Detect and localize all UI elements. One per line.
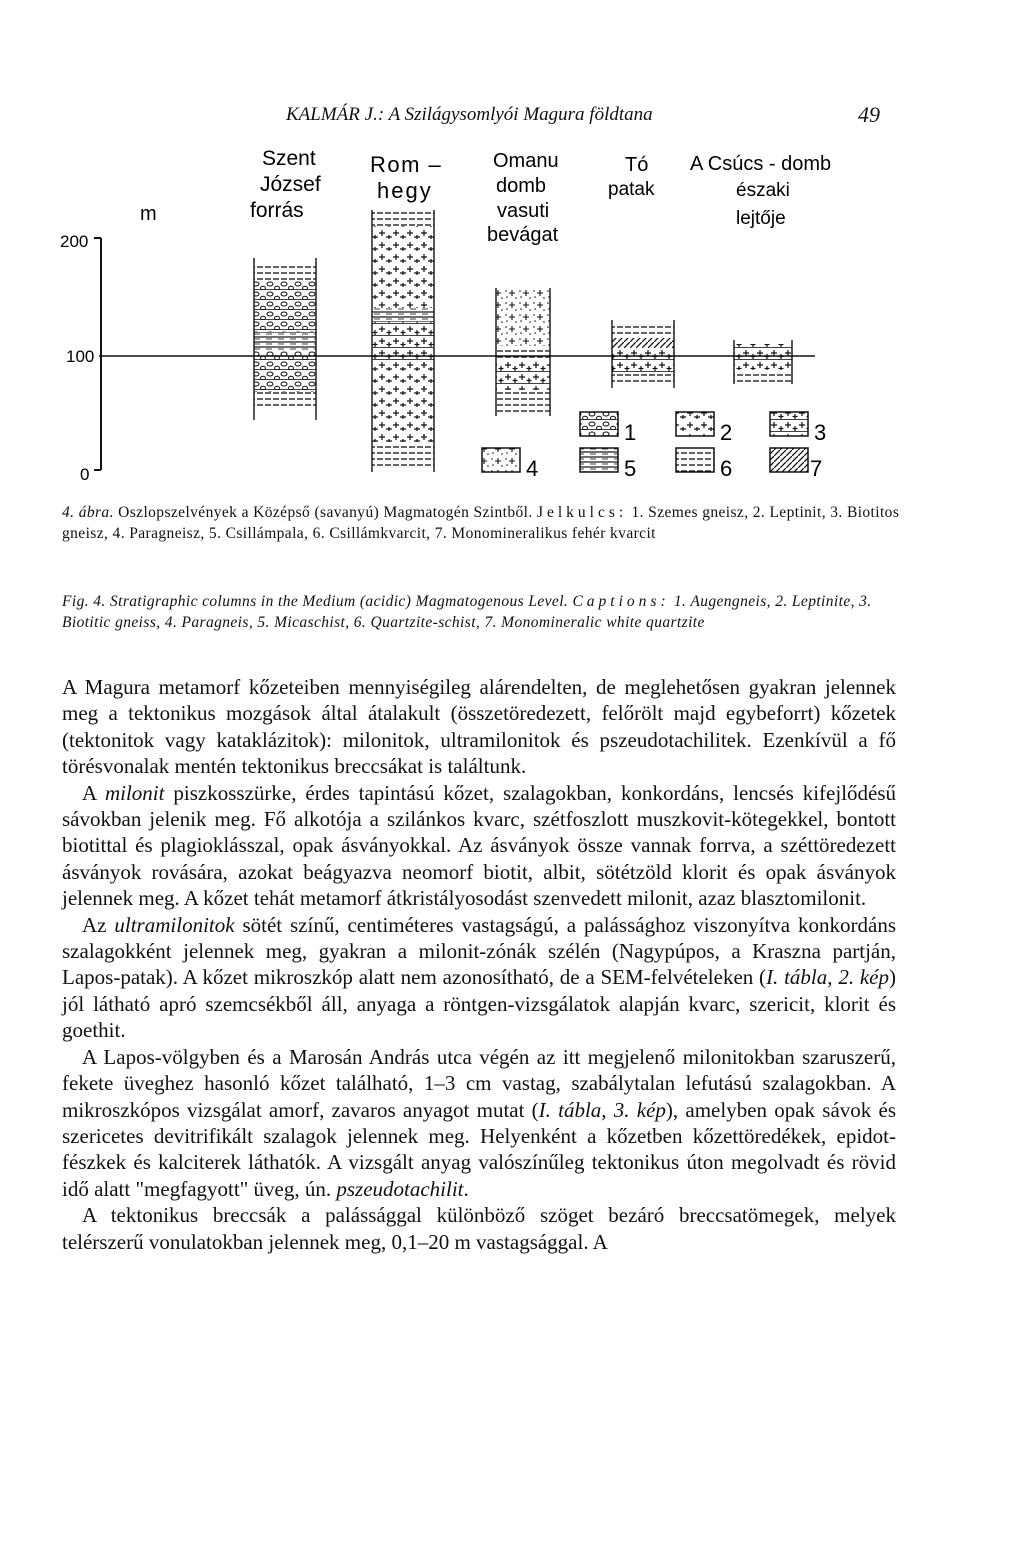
legend-label-2: 2 xyxy=(720,420,733,445)
p2-text: piszkosszürke, érdes tapintású kőzet, szalagokban, konkordáns, lencsés kifejlődésű sávokban jelenik meg. Fő alkotója a szilánkos kvarc, szétfoszlott muszkovit-kötegekkel, bontott biotittal és plagioklásszal, opak ásványokkal. Az ásványok össze vannak forrva, a széttöredezett ásványok rovására, azokat beágyazva neomorf biotit, albit, sötétzöld klorit és opak ásványok jelennek meg. A kőzet tehát metamorf átkristályosodást szenvedett milonit, azaz blasztomilonit. xyxy=(62,780,897,911)
running-head-title: A Szilágysomlyói Magura földtana xyxy=(388,104,653,125)
term-ultramilonit: ultramilonitok xyxy=(114,912,235,937)
p4-plate-ref: I. tábla, 3. kép xyxy=(538,1097,666,1122)
legend-item-7 xyxy=(770,448,822,481)
p3-lead: Az xyxy=(82,912,107,937)
column-titles xyxy=(250,147,831,246)
caption-hu-key-text: 1. Szemes gneisz, 2. Leptinit, 3. Biotitos gneisz, 4. Paragneisz, 5. Csillámpala, 6. Csillámkvarcit, 7. Monomineralikus fehér kvarcit xyxy=(62,504,900,542)
column-csucs-domb xyxy=(734,340,792,384)
axis-tick-200: 200 xyxy=(60,232,89,251)
col2-title-l1: Rom – xyxy=(370,152,443,177)
running-head-author: KALMÁR J.: xyxy=(286,104,385,125)
col3-title-l2: domb xyxy=(496,175,547,197)
legend-item-1 xyxy=(580,412,636,445)
legend-label-1: 1 xyxy=(624,420,637,445)
col4-title-l1: Tó xyxy=(625,154,649,176)
paragraph-5: A tektonikus breccsák a palássággal különböző szöget bezáró breccsatömegek, melyek telérszerű vonulatokban jelennek meg, 0,1–20 m vastagsággal. A xyxy=(62,1203,896,1254)
legend-item-3 xyxy=(770,412,826,445)
legend-item-2 xyxy=(676,412,732,445)
col2-title-l2: hegy xyxy=(377,178,433,203)
col5-title-l1: A Csúcs - domb xyxy=(690,153,832,175)
p4-text-end: . xyxy=(463,1176,469,1201)
figure-caption-english xyxy=(62,591,902,633)
caption-en-key-label: Captions: xyxy=(572,593,670,610)
legend-item-5 xyxy=(580,448,636,481)
paragraph-1: A Magura metamorf kőzeteiben mennyiségileg alárendelten, de meglehetősen gyakran jelennek meg a tektonikus mozgások által átalakult (összetöredezett, felőrölt majd egybeforrt) kőzetek (tektonitok vagy kataklázitok): milonitok, ultramilonitok és pszeudotachilitek. Ezenkívül a fő törésvonalak mentén tektonikus breccsákat is találtunk. xyxy=(62,675,896,779)
paragraph-4 xyxy=(62,1044,896,1202)
col1-title-l3: forrás xyxy=(250,199,304,222)
col3-title-l4: bevágat xyxy=(487,224,559,246)
stratigraphic-figure xyxy=(0,0,1024,500)
p4-text-mid: ), amelyben opak sávok és szericetes devitrifikált szalagok jelennek meg. Helyenként a kőzetben kőzettöredékek, epidot-fészkek és kalciterek láthatók. A vizsgált anyag valószínűleg tektonikus úton megolvadt és rövid idő alatt "megfagyott" üveg, ún. xyxy=(62,1097,897,1201)
p3-text-end: ) jól látható apró szemcsékből áll, anyaga a röntgen-vizsgálatok alapján kvarc, szericit, klorit és goethit. xyxy=(62,965,896,1043)
paragraph-3 xyxy=(62,912,896,1044)
col5-title-l2: északi xyxy=(736,180,790,201)
column-szent-jozsef xyxy=(254,258,316,420)
column-rom-hegy xyxy=(372,210,434,472)
caption-hu-key-label: Jelkulcs: xyxy=(536,504,628,521)
caption-hu-label: 4. ábra. xyxy=(62,504,114,521)
column-to-patak xyxy=(612,320,674,388)
p3-plate-ref: I. tábla, 2. kép xyxy=(766,965,889,990)
col1-title-l2: József xyxy=(260,173,321,196)
legend-item-6 xyxy=(676,448,732,481)
depth-axis xyxy=(60,203,815,484)
caption-en-text: Stratigraphic columns in the Medium (acidic) Magmatogenous Level. xyxy=(109,593,569,610)
legend-label-5: 5 xyxy=(624,456,637,481)
body-text xyxy=(62,674,896,1255)
term-pszeudotachilit: pszeudotachilit xyxy=(336,1176,464,1201)
axis-tick-100: 100 xyxy=(66,347,95,366)
legend xyxy=(482,412,826,481)
term-milonit: milonit xyxy=(104,780,165,805)
col5-title-l3: lejtője xyxy=(736,208,786,229)
legend-label-6: 6 xyxy=(720,456,733,481)
axis-tick-0: 0 xyxy=(80,465,90,484)
legend-item-4 xyxy=(482,448,538,481)
col3-title-l1: Omanu xyxy=(493,150,559,172)
column-omanu-domb xyxy=(496,288,550,416)
col1-title-l1: Szent xyxy=(262,147,316,170)
caption-en-label: Fig. 4. xyxy=(62,593,106,610)
legend-label-3: 3 xyxy=(814,420,827,445)
figure-caption-hungarian xyxy=(62,502,902,544)
col4-title-l2: patak xyxy=(608,179,655,200)
paragraph-2 xyxy=(62,780,896,912)
legend-label-7: 7 xyxy=(810,456,823,481)
caption-en-key-text: 1. Augengneis, 2. Leptinite, 3. Biotitic gneiss, 4. Paragneis, 5. Micaschist, 6. Quartzite-schist, 7. Monomineralic white quartzite xyxy=(62,593,872,631)
axis-unit: m xyxy=(140,203,157,225)
caption-hu-text: Oszlopszelvények a Középső (savanyú) Magmatogén Szintből. xyxy=(118,504,533,521)
page-number: 49 xyxy=(858,102,880,127)
p3-text: sötét színű, centiméteres vastagságú, a palássághoz viszonyítva konkordáns szalagokként jelennek meg, gyakran a milonit-zónák szélén (Nagypúpos, a Kraszna partján, Lapos-patak). A kőzet mikroszkóp alatt nem azonosítható, de a SEM-felvételeken ( xyxy=(62,912,897,990)
p2-lead: A xyxy=(82,780,97,805)
legend-label-4: 4 xyxy=(526,456,539,481)
p4-text: A Lapos-völgyben és a Marosán András utca végén az itt megjelenő milonitokban szaruszerű, fekete üveghez hasonló kőzet található, 1–3 cm vastag, szabálytalan lefutású szalagokban. A mikroszkópos vizsgálat amorf, zavaros anyagot mutat ( xyxy=(62,1044,896,1122)
col3-title-l3: vasuti xyxy=(497,200,550,222)
